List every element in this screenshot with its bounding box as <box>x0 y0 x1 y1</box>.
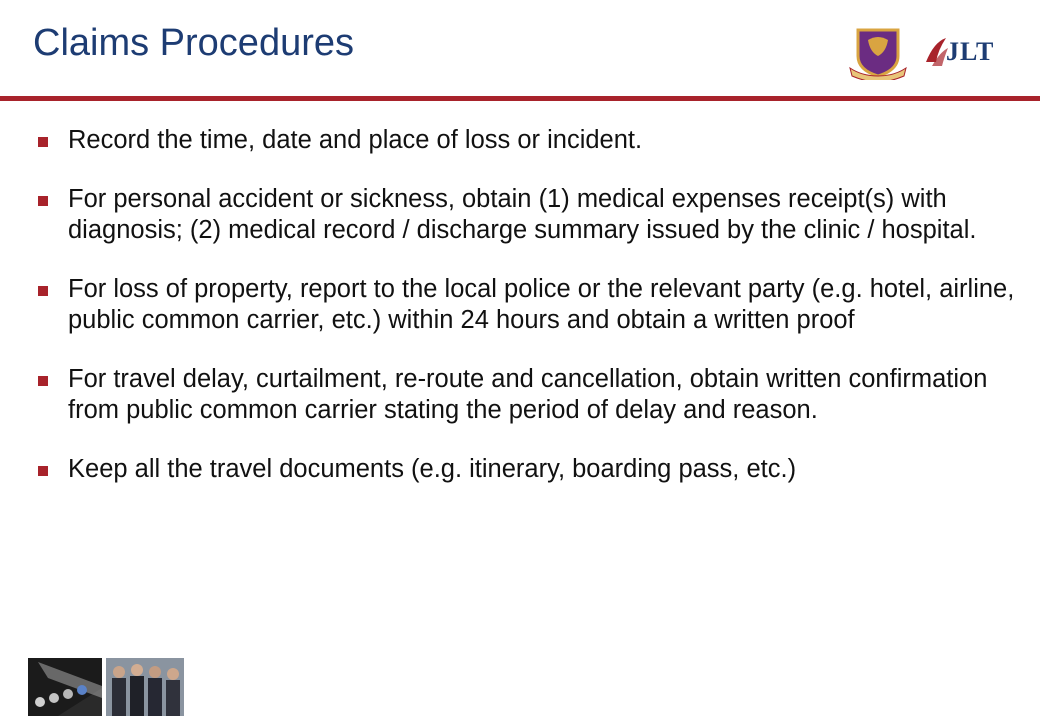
business-people-image <box>106 658 184 716</box>
header-divider <box>0 96 1040 101</box>
bullet-list <box>30 125 1015 513</box>
abstract-spheres-image <box>28 658 102 716</box>
bullet-text: For personal accident or sickness, obtain (1) medical expenses receipt(s) with diagnosis; (2) medical record / discharge summary issued by the clinic / hospital. <box>68 185 977 244</box>
bullet-text: Keep all the travel documents (e.g. itinerary, boarding pass, etc.) <box>68 455 797 483</box>
square-bullet-icon <box>38 376 48 386</box>
bullet-item <box>30 364 1015 426</box>
university-crest-icon <box>846 26 910 80</box>
square-bullet-icon <box>38 137 48 147</box>
square-bullet-icon <box>38 196 48 206</box>
square-bullet-icon <box>38 466 48 476</box>
bullet-item <box>30 184 1015 246</box>
jlt-logo-text: JLT <box>946 37 995 66</box>
bullet-text: For travel delay, curtailment, re-route and cancellation, obtain written confirmation from public common carrier stating the period of delay and reason. <box>68 365 988 424</box>
footer-image-strip <box>28 658 184 716</box>
bullet-text: Record the time, date and place of loss or incident. <box>68 126 643 154</box>
bullet-item <box>30 454 1015 485</box>
bullet-text: For loss of property, report to the local police or the relevant party (e.g. hotel, airline, public common carrier, etc.) within 24 hours and obtain a written proof <box>68 275 1015 334</box>
bullet-item <box>30 274 1015 336</box>
slide-title: Claims Procedures <box>33 22 354 64</box>
square-bullet-icon <box>38 286 48 296</box>
bullet-item <box>30 125 1015 156</box>
